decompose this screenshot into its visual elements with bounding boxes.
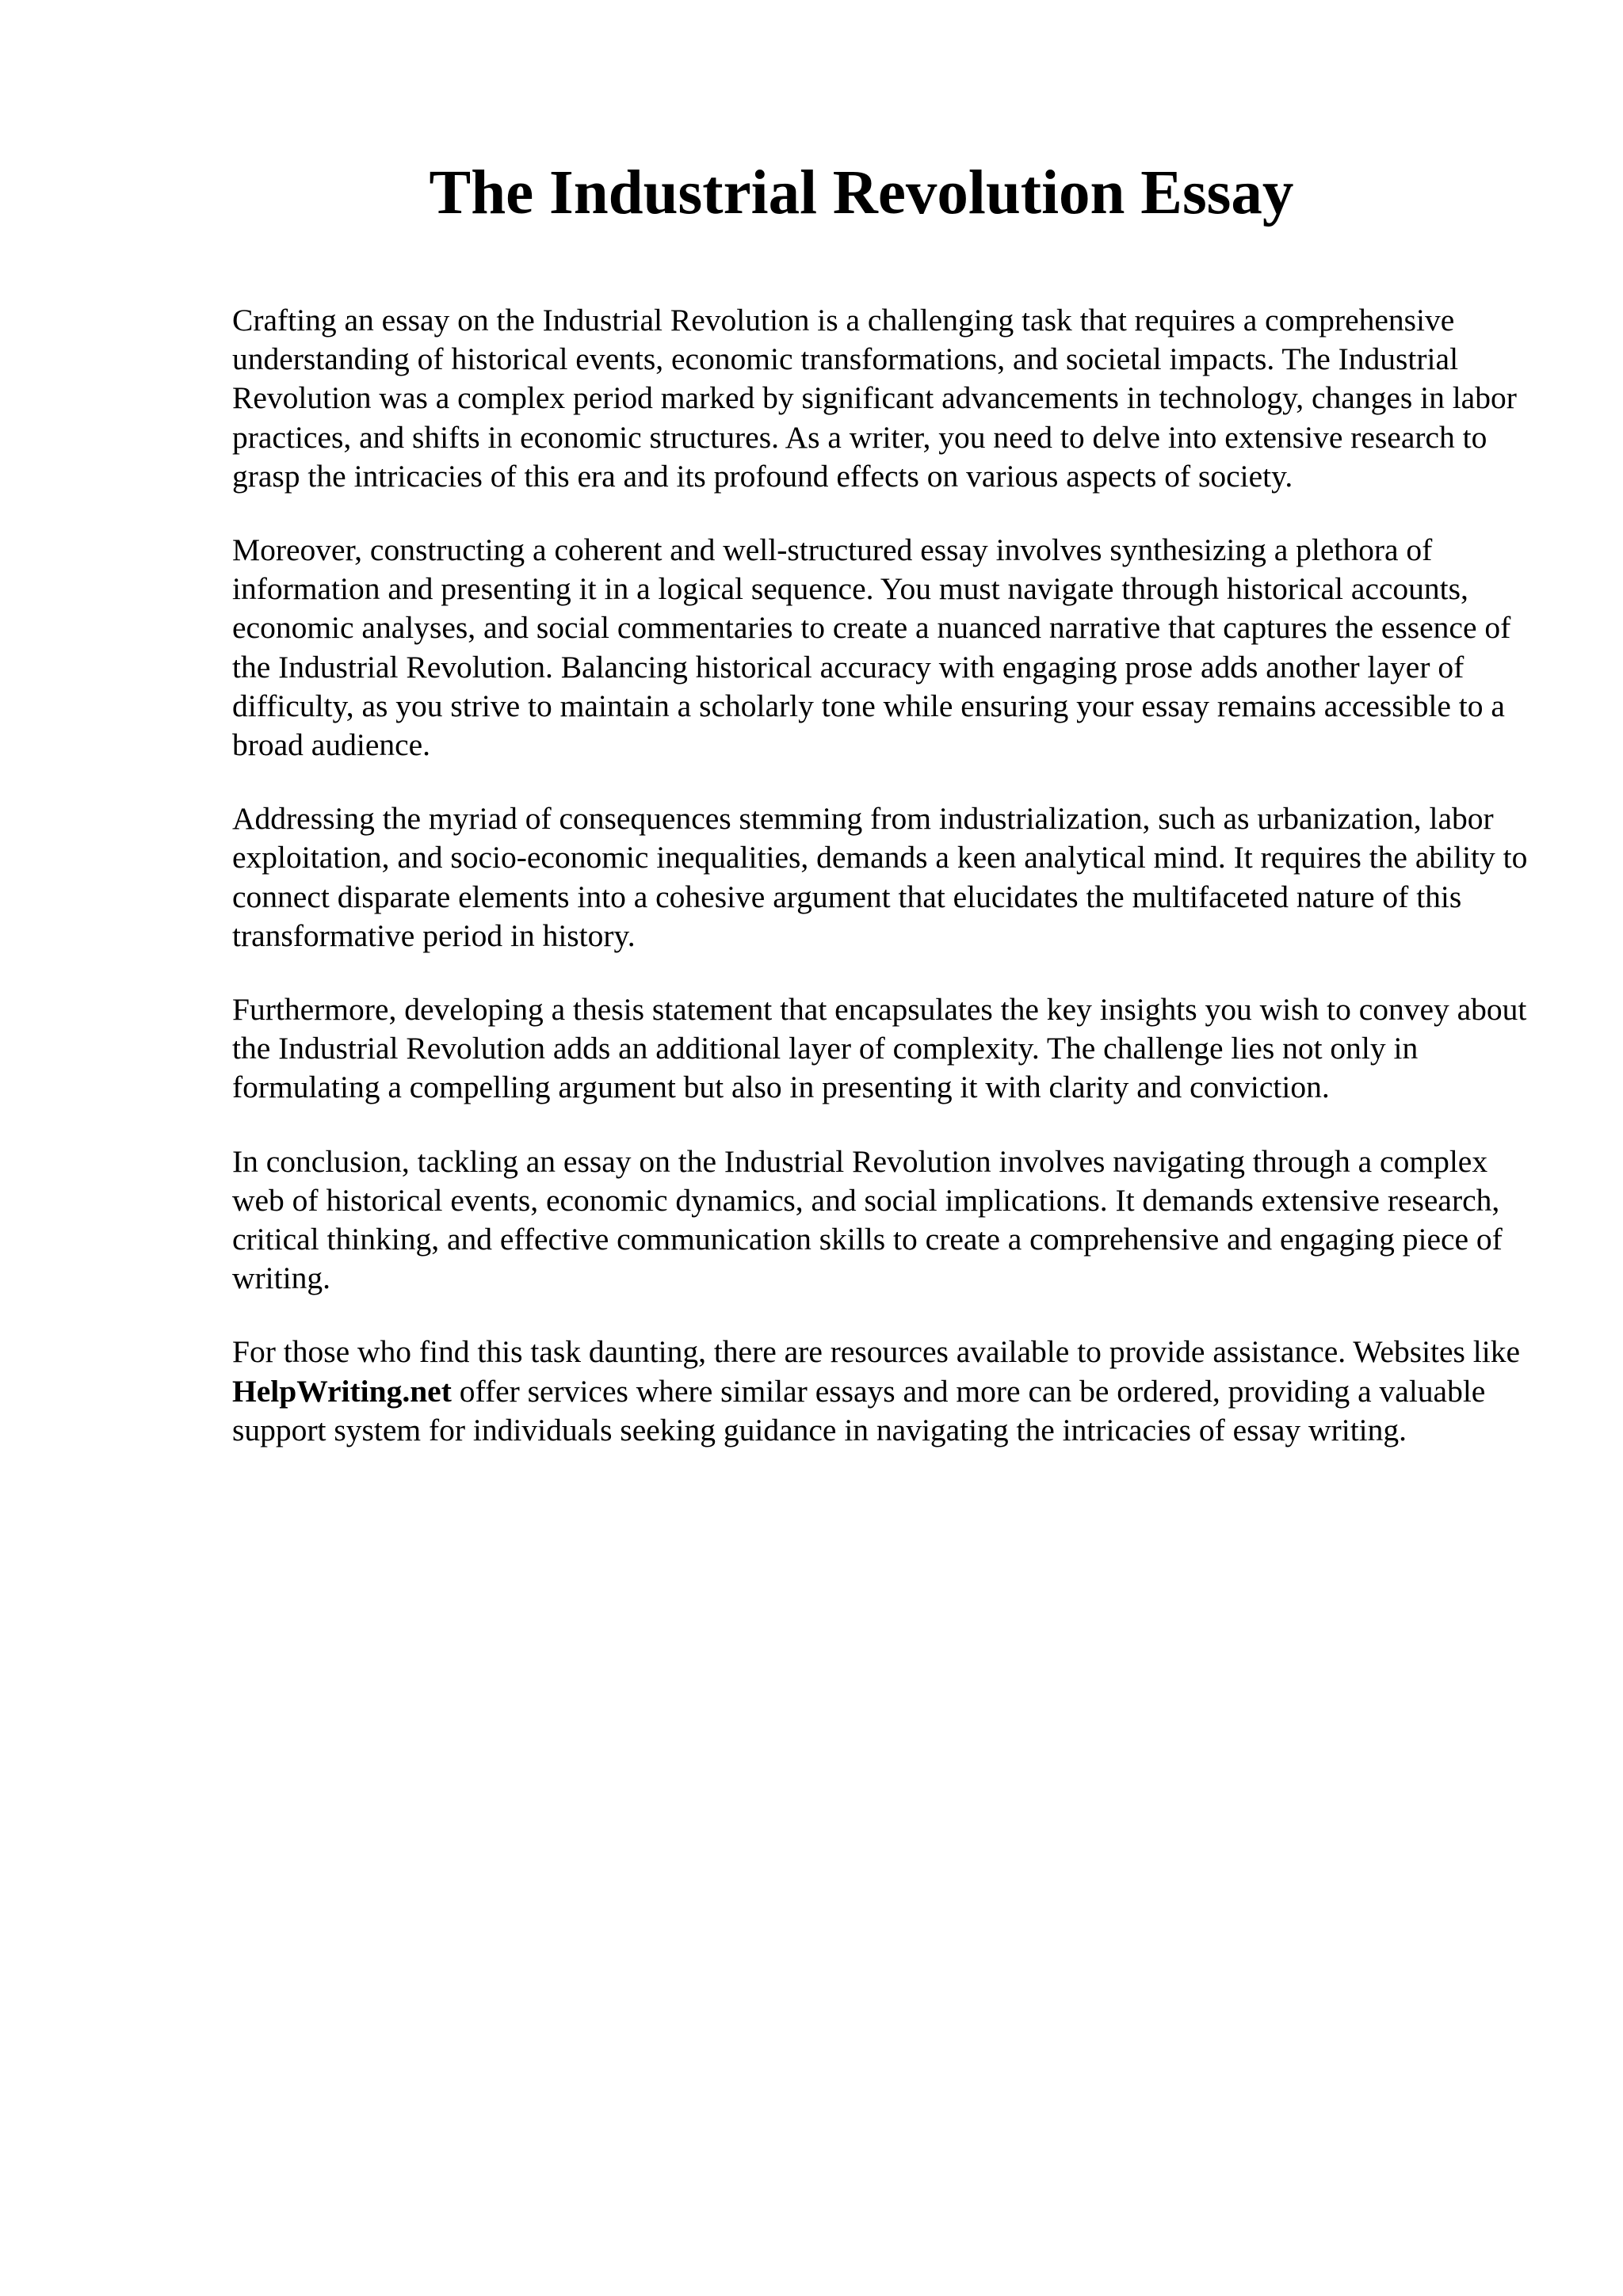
page-title: The Industrial Revolution Essay <box>429 158 1294 227</box>
paragraph-consequences: Addressing the myriad of consequences stemming from industrialization, such as urbanization, labor exploitation, and socio-economic inequalities, demands a keen analytical mind. It requires the ability to connect disparate elements into a cohesive argument that elucidates the multifaceted nature of this transformative period in history. <box>232 801 1528 953</box>
paragraph-structure: Moreover, constructing a coherent and well-structured essay involves synthesizing a plethora of information and presenting it in a logical sequence. You must navigate through historical accounts, economic analyses, and social commentaries to create a nuanced narrative that captures the essence of the Industrial Revolution. Balancing historical accuracy with engaging prose adds another layer of difficulty, as you strive to maintain a scholarly tone while ensuring your essay remains accessible to a broad audience. <box>232 532 1511 763</box>
essay-body <box>232 301 1532 1485</box>
paragraph-intro: Crafting an essay on the Industrial Revolution is a challenging task that requires a comprehensive understanding of historical events, economic transformations, and societal impacts. The Industrial Revolution was a complex period marked by significant advancements in technology, changes in labor practices, and shifts in economic structures. As a writer, you need to delve into extensive research to grasp the intricacies of this era and its profound effects on various aspects of society. <box>232 303 1517 494</box>
resources-text-before: For those who find this task daunting, there are resources available to provide assistance. Websites like <box>232 1334 1521 1370</box>
resources-text-after: offer services where similar essays and more can be ordered, providing a valuable support system for individuals seeking guidance in navigating the intricacies of essay writing. <box>232 1373 1486 1447</box>
brand-name: HelpWriting.net <box>232 1373 452 1409</box>
paragraph-thesis: Furthermore, developing a thesis statement that encapsulates the key insights you wish to convey about the Industrial Revolution adds an additional layer of complexity. The challenge lies not only in formulating a compelling argument but also in presenting it with clarity and conviction. <box>232 992 1527 1105</box>
paragraph-resources <box>232 1333 1532 1450</box>
paragraph-conclusion: In conclusion, tackling an essay on the Industrial Revolution involves navigating through a complex web of historical events, economic dynamics, and social implications. It demands extensive research, critical thinking, and effective communication skills to create a comprehensive and engaging piece of writing. <box>232 1143 1503 1296</box>
